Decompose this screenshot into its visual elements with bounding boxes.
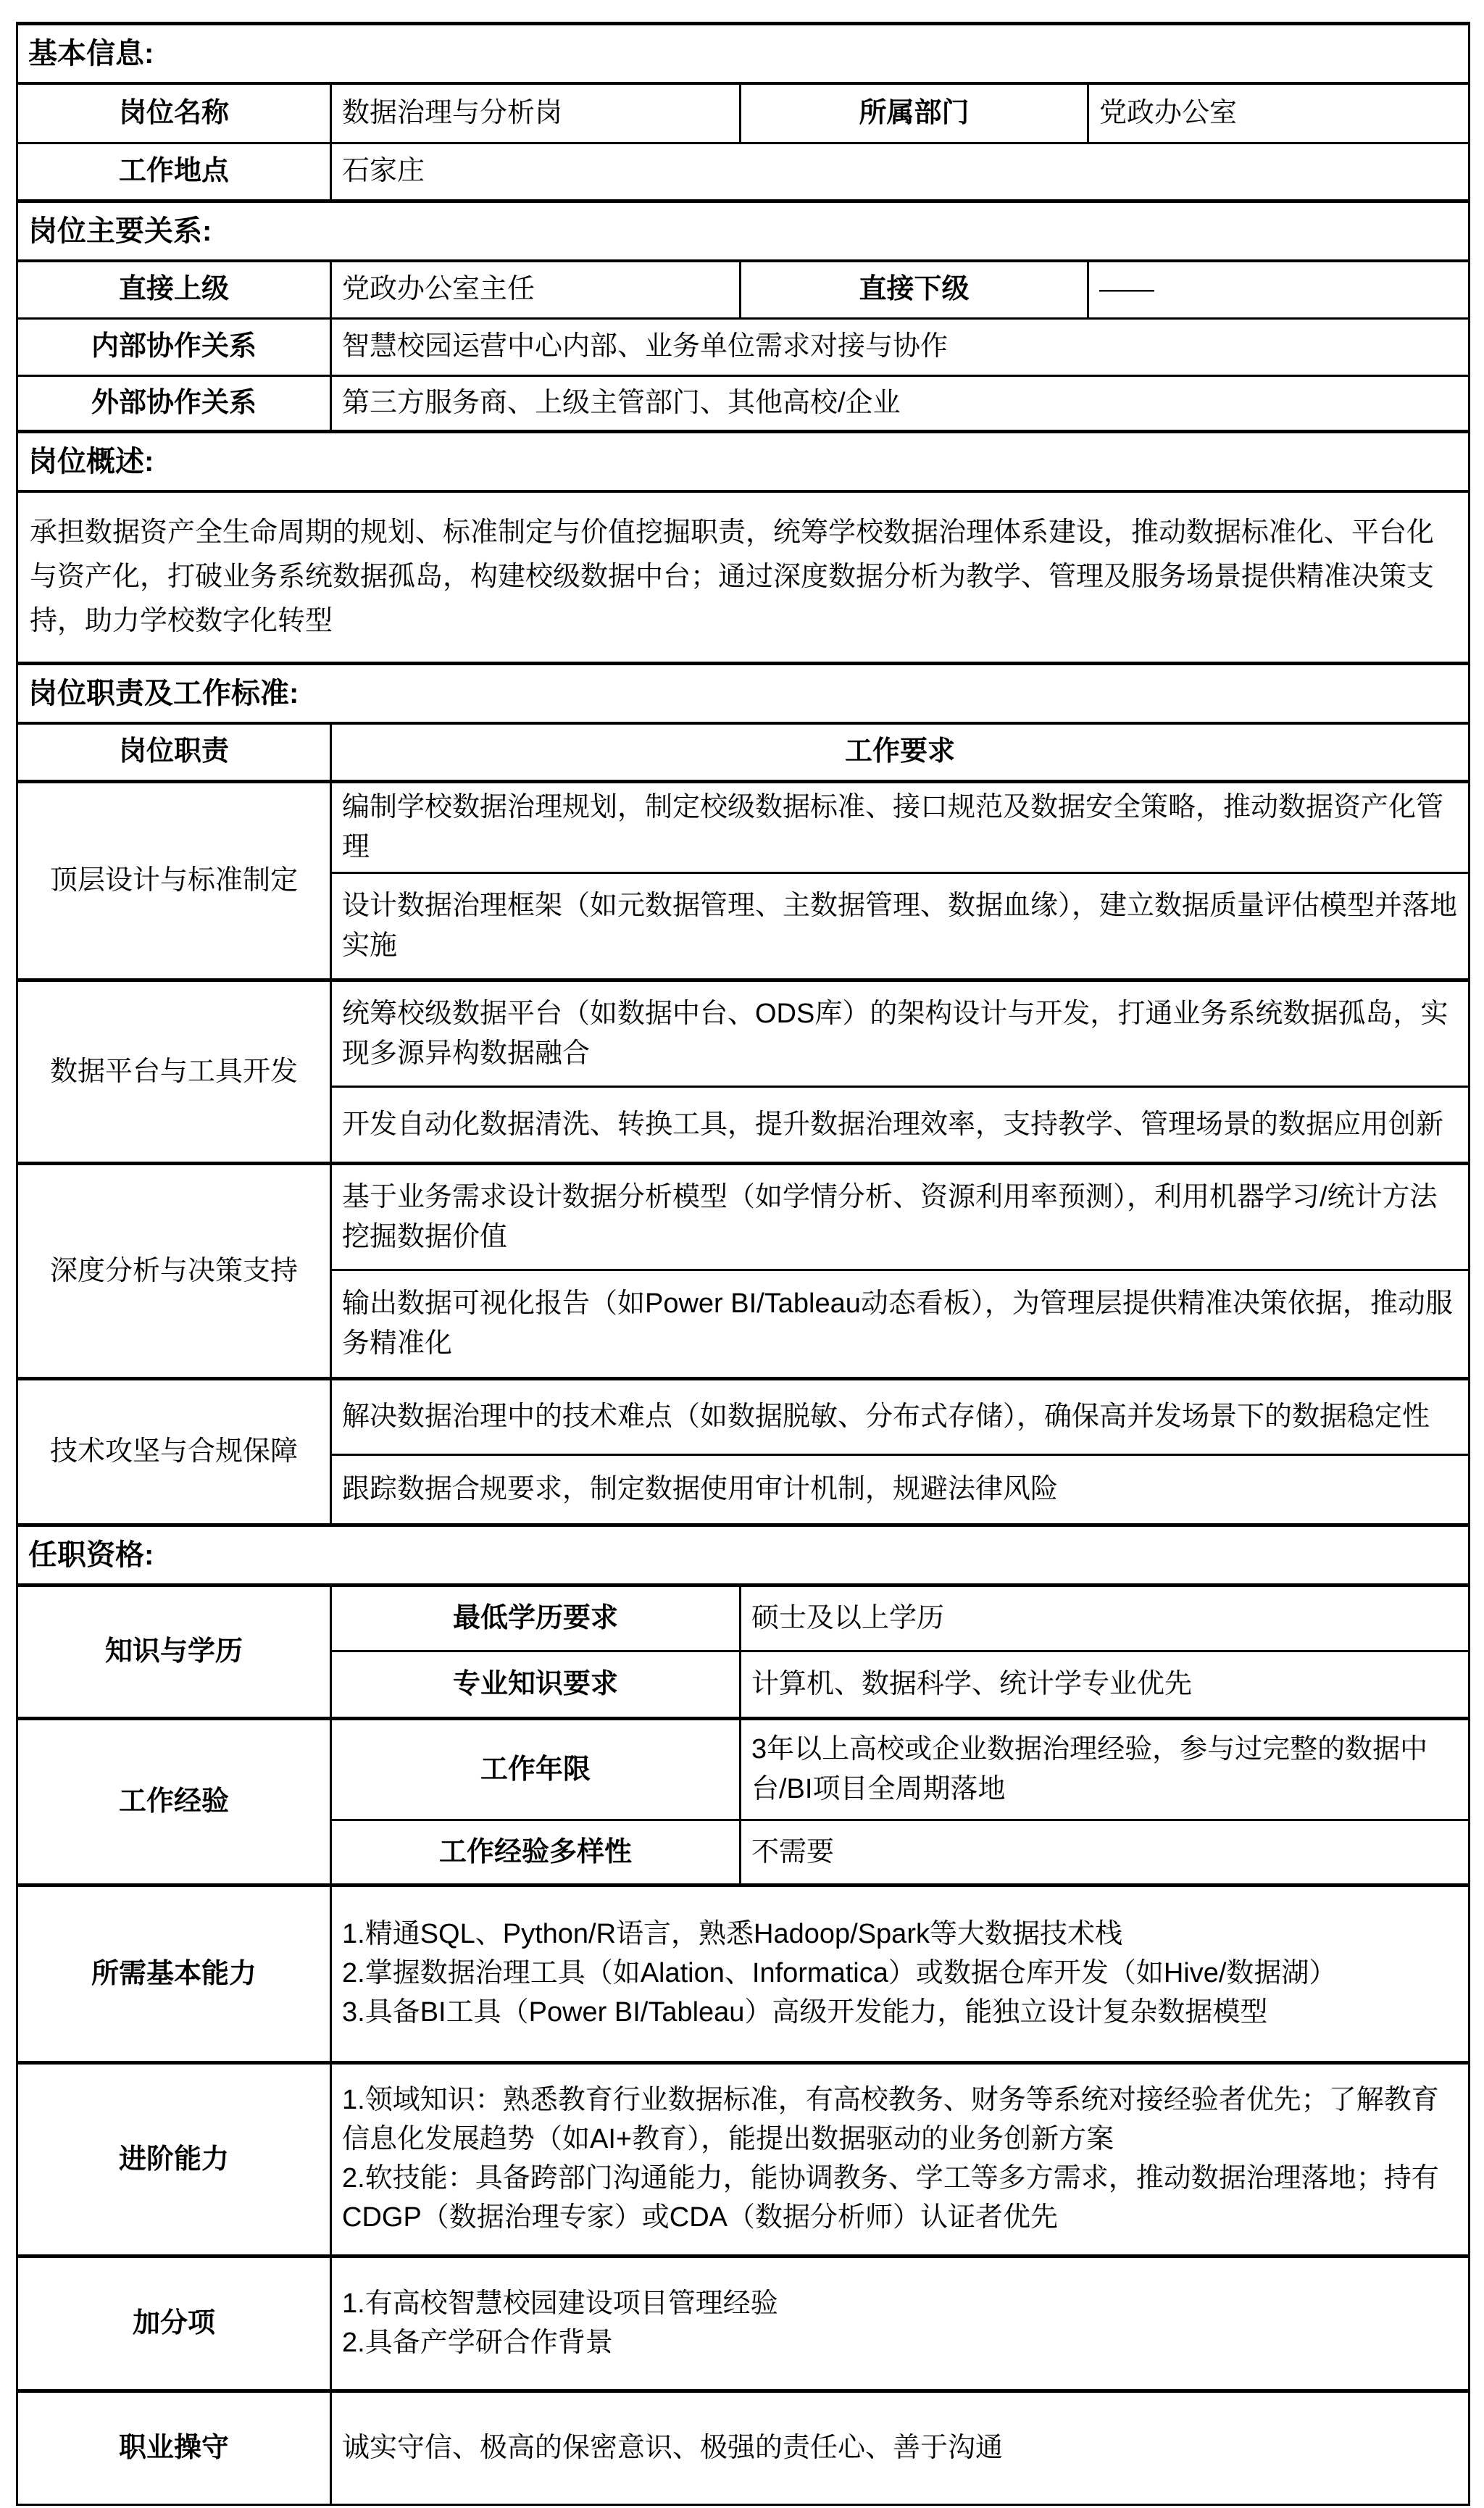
work-years-label: 工作年限: [331, 1719, 741, 1820]
duty-requirement: 解决数据治理中的技术难点（如数据脱敏、分布式存储），确保高并发场景下的数据稳定性: [331, 1379, 1470, 1455]
duty-name: 数据平台与工具开发: [17, 980, 331, 1164]
internal-collab-label: 内部协作关系: [17, 319, 331, 376]
basic-ability-value: [331, 1886, 1470, 2063]
basic-ability-line: 1.精通SQL、Python/R语言，熟悉Hadoop/Spark等大数据技术栈: [342, 1919, 1122, 1950]
external-collab-value: 第三方服务商、上级主管部门、其他高校/企业: [331, 376, 1470, 432]
ethics-value: 诚实守信、极高的保密意识、极强的责任心、善于沟通: [331, 2391, 1470, 2505]
professional-knowledge-value: 计算机、数据科学、统计学专业优先: [741, 1651, 1470, 1719]
section-title-overview: 岗位概述:: [17, 432, 1470, 492]
qualification-category: 所需基本能力: [17, 1886, 331, 2063]
experience-diversity-label: 工作经验多样性: [331, 1820, 741, 1886]
overview-text: 承担数据资产全生命周期的规划、标准制定与价值挖掘职责，统筹学校数据治理体系建设，推动数据标准化、平台化与资产化，打破业务系统数据孤岛，构建校级数据中台；通过深度数据分析为教学、管理及服务场景提供精准决策支持，助力学校数字化转型: [17, 491, 1470, 663]
min-education-label: 最低学历要求: [331, 1586, 741, 1651]
duty-name: 技术攻坚与合规保障: [17, 1379, 331, 1525]
qualification-category: 工作经验: [17, 1719, 331, 1886]
professional-knowledge-label: 专业知识要求: [331, 1651, 741, 1719]
external-collab-label: 外部协作关系: [17, 376, 331, 432]
duty-requirement: 开发自动化数据清洗、转换工具，提升数据治理效率，支持教学、管理场景的数据应用创新: [331, 1087, 1470, 1164]
advanced-ability-value: [331, 2063, 1470, 2257]
bonus-line: 2.具备产学研合作背景: [342, 2327, 613, 2358]
duty-requirement: 输出数据可视化报告（如Power BI/Tableau动态看板），为管理层提供精准决策依据，推动服务精准化: [331, 1270, 1470, 1379]
experience-diversity-value: 不需要: [741, 1820, 1470, 1886]
internal-collab-value: 智慧校园运营中心内部、业务单位需求对接与协作: [331, 319, 1470, 376]
direct-superior-label: 直接上级: [17, 261, 331, 319]
duty-requirement: 跟踪数据合规要求，制定数据使用审计机制，规避法律风险: [331, 1455, 1470, 1525]
department-label: 所属部门: [741, 83, 1088, 143]
duty-requirement: 编制学校数据治理规划，制定校级数据标准、接口规范及数据安全策略，推动数据资产化管理: [331, 782, 1470, 873]
qualification-category: 知识与学历: [17, 1586, 331, 1719]
qualification-category: 职业操守: [17, 2391, 331, 2505]
duty-requirement: 基于业务需求设计数据分析模型（如学情分析、资源利用率预测），利用机器学习/统计方法挖掘数据价值: [331, 1164, 1470, 1270]
position-name-label: 岗位名称: [17, 83, 331, 143]
duty-requirement: 统筹校级数据平台（如数据中台、ODS库）的架构设计与开发，打通业务系统数据孤岛，实现多源异构数据融合: [331, 980, 1470, 1087]
advanced-ability-line: 1.领域知识：熟悉教育行业数据标准，有高校教务、财务等系统对接经验者优先；了解教育信息化发展趋势（如AI+教育），能提出数据驱动的业务创新方案: [342, 2085, 1439, 2155]
duties-col1-header: 岗位职责: [17, 723, 331, 782]
bonus-line: 1.有高校智慧校园建设项目管理经验: [342, 2288, 778, 2319]
duties-col2-header: 工作要求: [331, 723, 1470, 782]
work-location-value: 石家庄: [331, 143, 1470, 201]
bonus-value: [331, 2257, 1470, 2391]
job-description-table: [16, 22, 1470, 2506]
qualification-category: 进阶能力: [17, 2063, 331, 2257]
advanced-ability-line: 2.软技能：具备跨部门沟通能力，能协调教务、学工等多方需求，推动数据治理落地；持有CDGP（数据治理专家）或CDA（数据分析师）认证者优先: [342, 2163, 1439, 2233]
section-title-duties: 岗位职责及工作标准:: [17, 663, 1470, 723]
section-title-qualifications: 任职资格:: [17, 1525, 1470, 1586]
duty-requirement: 设计数据治理框架（如元数据管理、主数据管理、数据血缘），建立数据质量评估模型并落地实施: [331, 873, 1470, 980]
basic-ability-line: 2.掌握数据治理工具（如Alation、Informatica）或数据仓库开发（如Hive/数据湖）: [342, 1958, 1337, 1989]
direct-subordinate-label: 直接下级: [741, 261, 1088, 319]
department-value: 党政办公室: [1088, 83, 1470, 143]
section-title-relations: 岗位主要关系:: [17, 201, 1470, 261]
duty-name: 深度分析与决策支持: [17, 1164, 331, 1379]
min-education-value: 硕士及以上学历: [741, 1586, 1470, 1651]
work-location-label: 工作地点: [17, 143, 331, 201]
direct-superior-value: 党政办公室主任: [331, 261, 741, 319]
work-years-value: 3年以上高校或企业数据治理经验，参与过完整的数据中台/BI项目全周期落地: [741, 1719, 1470, 1820]
duty-name: 顶层设计与标准制定: [17, 782, 331, 980]
basic-ability-line: 3.具备BI工具（Power BI/Tableau）高级开发能力，能独立设计复杂数据模型: [342, 1997, 1268, 2028]
position-name-value: 数据治理与分析岗: [331, 83, 741, 143]
section-title-basic-info: 基本信息:: [17, 24, 1470, 84]
direct-subordinate-value: ——: [1088, 261, 1470, 319]
qualification-category: 加分项: [17, 2257, 331, 2391]
